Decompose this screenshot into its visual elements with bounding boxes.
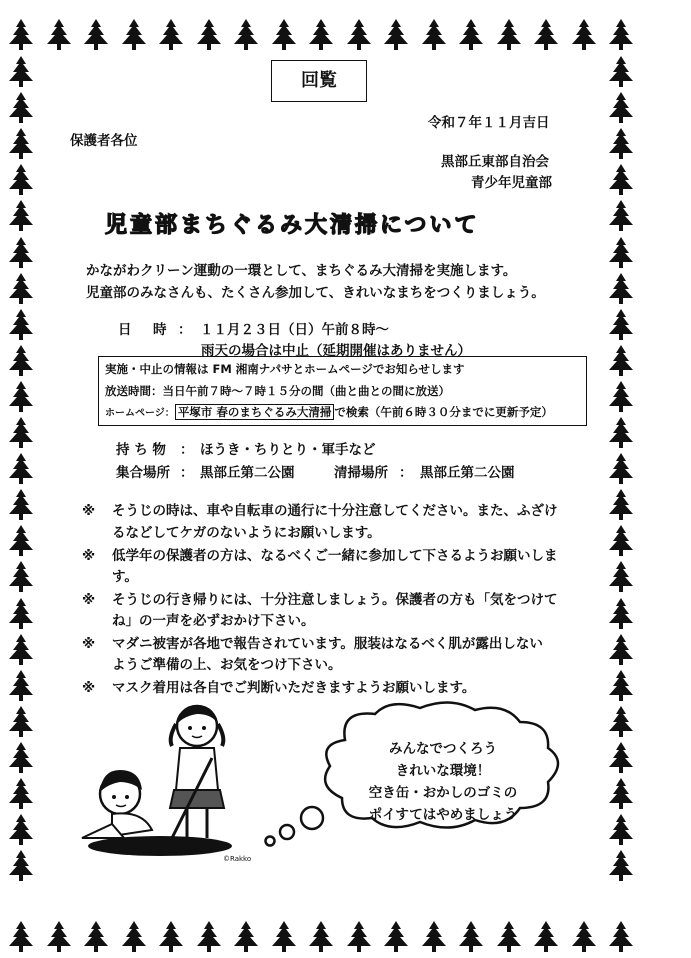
schedule-value: １１月２３日（日）午前８時～ xyxy=(200,322,389,338)
bubble-line-3: 空き缶・おかしのゴミの xyxy=(368,785,518,801)
tree-icon xyxy=(606,91,636,124)
tree-icon xyxy=(419,920,449,953)
issue-date: 令和７年１１月吉日 xyxy=(428,115,550,131)
note-2b: す。 xyxy=(112,569,138,585)
page-title: 児童部まちぐるみ大清掃について xyxy=(105,213,480,238)
tree-icon xyxy=(6,920,36,953)
tree-icon xyxy=(269,920,299,953)
tree-icon xyxy=(6,199,36,232)
tree-icon xyxy=(6,849,36,882)
meeting-colon: ： xyxy=(180,465,194,481)
clean-value: 黒部丘第二公園 xyxy=(420,465,515,481)
tree-icon xyxy=(606,127,636,160)
tree-icon xyxy=(494,920,524,953)
items-label: 持 ち 物 xyxy=(116,442,166,458)
homepage-rest: で検索（午前６時３０分までに更新予定） xyxy=(334,405,553,419)
tree-icon xyxy=(6,524,36,557)
tree-icon xyxy=(606,344,636,377)
intro-line-2: 児童部のみなさんも、たくさん参加して、きれいなまちをつくりましょう。 xyxy=(86,285,545,301)
tree-icon xyxy=(6,669,36,702)
tree-icon xyxy=(419,18,449,51)
tree-icon xyxy=(569,18,599,51)
tree-icon xyxy=(306,920,336,953)
tree-icon xyxy=(606,920,636,953)
tree-icon xyxy=(456,18,486,51)
tree-icon xyxy=(606,488,636,521)
tree-icon xyxy=(606,813,636,846)
addressee: 保護者各位 xyxy=(70,133,138,149)
tree-icon xyxy=(606,163,636,196)
tree-icon xyxy=(606,524,636,557)
tree-icon xyxy=(381,18,411,51)
tree-icon xyxy=(194,920,224,953)
tree-icon xyxy=(606,741,636,774)
circulation-stamp: 回覧 xyxy=(271,60,367,102)
tree-icon xyxy=(569,920,599,953)
tree-icon xyxy=(81,18,111,51)
note-4b: ようご準備の上、お気をつけ下さい。 xyxy=(112,657,342,673)
tree-icon xyxy=(6,741,36,774)
tree-icon xyxy=(606,380,636,413)
tree-icon xyxy=(6,380,36,413)
tree-icon xyxy=(6,272,36,305)
bubble-message xyxy=(338,738,548,826)
tree-icon xyxy=(119,18,149,51)
tree-icon xyxy=(119,920,149,953)
tree-icon xyxy=(6,633,36,666)
tree-icon xyxy=(231,18,261,51)
tree-icon xyxy=(231,920,261,953)
tree-icon xyxy=(194,18,224,51)
note-mark: ※ xyxy=(82,680,96,696)
sender-org: 黒部丘東部自治会 xyxy=(441,154,549,170)
broadcast-line xyxy=(105,383,450,399)
tree-icon xyxy=(6,18,36,51)
tree-icon xyxy=(606,55,636,88)
clean-colon: ： xyxy=(399,465,413,481)
bubble-line-2: きれいな環境！ xyxy=(395,763,491,779)
tree-icon xyxy=(606,849,636,882)
tree-icon xyxy=(606,633,636,666)
homepage-line xyxy=(105,404,553,420)
items-colon: ： xyxy=(180,442,194,458)
tree-icon xyxy=(381,920,411,953)
illustration-credit: ©Rakko xyxy=(223,855,252,863)
tree-icon xyxy=(344,18,374,51)
bubble-line-1: みんなでつくろう xyxy=(389,741,497,757)
intro-line-1: かながわクリーン運動の一環として、まちぐるみ大清掃を実施します。 xyxy=(86,263,517,279)
rain-note: 雨天の場合は中止（延期開催はありません） xyxy=(201,343,471,359)
broadcast-value: 当日午前７時～７時１５分の間（曲と曲との間に放送） xyxy=(162,384,450,398)
homepage-search-term: 平塚市 春のまちぐるみ大清掃 xyxy=(175,404,335,420)
clean-label: 清掃場所 xyxy=(334,465,388,481)
note-1b: るなどしてケガのないようにお願いします。 xyxy=(112,525,381,541)
schedule-colon: ： xyxy=(178,322,192,338)
tree-icon xyxy=(606,597,636,630)
tree-icon xyxy=(6,813,36,846)
meeting-label: 集合場所 xyxy=(116,465,170,481)
note-mark: ※ xyxy=(82,503,96,519)
tree-icon xyxy=(606,18,636,51)
tree-icon xyxy=(606,705,636,738)
note-5: マスク着用は各自でご判断いただきますようお願いします。 xyxy=(112,680,476,696)
tree-icon xyxy=(6,127,36,160)
tree-icon xyxy=(6,560,36,593)
tree-icon xyxy=(606,777,636,810)
tree-icon xyxy=(44,920,74,953)
tree-icon xyxy=(606,416,636,449)
tree-icon xyxy=(606,272,636,305)
tree-icon xyxy=(6,488,36,521)
info-box xyxy=(98,356,587,426)
note-1a: そうじの時は、車や自転車の通行に十分注意してください。また、ふざけ xyxy=(112,503,558,519)
tree-icon xyxy=(44,18,74,51)
broadcast-label: 放送時間： xyxy=(105,384,163,398)
tree-icon xyxy=(344,920,374,953)
bubble-line-4: ポイすてはやめましょう xyxy=(368,807,518,823)
tree-icon xyxy=(6,452,36,485)
tree-icon xyxy=(606,452,636,485)
tree-icon xyxy=(531,18,561,51)
homepage-label: ホームページ： xyxy=(105,408,175,419)
tree-icon xyxy=(6,344,36,377)
tree-icon xyxy=(269,18,299,51)
meeting-value: 黒部丘第二公園 xyxy=(200,465,295,481)
tree-icon xyxy=(6,597,36,630)
tree-icon xyxy=(6,55,36,88)
tree-icon xyxy=(606,199,636,232)
note-mark: ※ xyxy=(82,592,96,608)
tree-icon xyxy=(6,416,36,449)
note-mark: ※ xyxy=(82,636,96,652)
note-2a: 低学年の保護者の方は、なるべくご一緒に参加して下さるようお願いしま xyxy=(112,548,558,564)
tree-icon xyxy=(6,163,36,196)
tree-icon xyxy=(6,308,36,341)
info-line: 実施・中止の情報は FM 湘南ナパサとホームページでお知らせします xyxy=(105,362,465,376)
tree-icon xyxy=(306,18,336,51)
tree-icon xyxy=(6,705,36,738)
tree-icon xyxy=(6,777,36,810)
tree-icon xyxy=(6,91,36,124)
note-4a: マダニ被害が各地で報告されています。服装はなるべく肌が露出しない xyxy=(112,636,543,652)
tree-icon xyxy=(6,236,36,269)
tree-icon xyxy=(156,920,186,953)
tree-icon xyxy=(531,920,561,953)
sender-dept: 青少年児童部 xyxy=(471,175,552,191)
tree-icon xyxy=(456,920,486,953)
tree-icon xyxy=(156,18,186,51)
tree-icon xyxy=(606,669,636,702)
items-value: ほうき・ちりとり・軍手など xyxy=(200,442,376,458)
note-3b: ね」の一声を必ずおかけ下さい。 xyxy=(112,613,315,629)
note-mark: ※ xyxy=(82,548,96,564)
tree-icon xyxy=(81,920,111,953)
tree-icon xyxy=(606,236,636,269)
tree-icon xyxy=(606,308,636,341)
tree-icon xyxy=(606,560,636,593)
schedule-label: 日 時 xyxy=(118,322,171,338)
note-3a: そうじの行き帰りには、十分注意しましょう。保護者の方も「気をつけて xyxy=(112,592,558,608)
tree-icon xyxy=(494,18,524,51)
